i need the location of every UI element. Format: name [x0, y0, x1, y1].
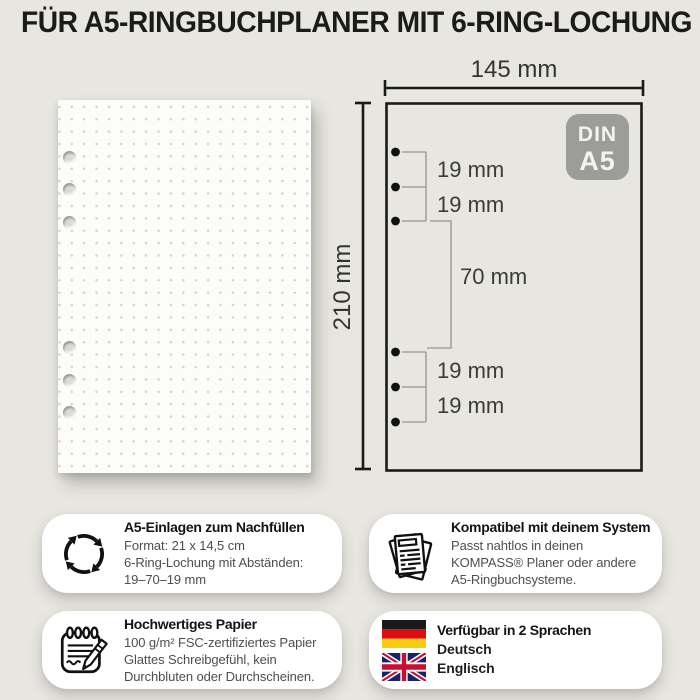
dotted-paper-sheet: [58, 100, 311, 473]
width-dimension-label: 145 mm: [470, 56, 558, 83]
feature-text: [124, 616, 332, 685]
feature-line: Deutsch: [437, 641, 492, 657]
feature-card-languages: [369, 611, 662, 689]
german-flag-icon: [382, 620, 426, 648]
feature-line: Passt nahtlos in deinen: [451, 538, 584, 553]
feature-line: Durchbluten oder Durchscheinen.: [124, 668, 315, 684]
feature-line: Format: 21 x 14,5 cm: [124, 538, 245, 553]
feature-title: Kompatibel mit deinem System: [451, 519, 651, 535]
punch-hole: [63, 406, 76, 419]
feature-text: [124, 519, 332, 588]
uk-flag-icon: [382, 653, 426, 681]
punch-hole: [63, 374, 76, 387]
punch-hole: [63, 183, 76, 196]
height-dimension-label: 210 mm: [329, 243, 356, 331]
hole-spacing-label: 19 mm: [437, 157, 505, 182]
feature-line: 100 g/m² FSC-zertifiziertes Papier: [124, 634, 317, 650]
punch-hole: [63, 216, 76, 229]
height-dimension-line: [355, 103, 371, 469]
language-flags: [381, 620, 427, 681]
feature-line: A5-Ringbuchsysteme.: [451, 572, 577, 587]
feature-line: KOMPASS® Planer oder andere: [451, 555, 637, 570]
din-a5-badge-line2: A5: [579, 146, 616, 176]
din-a5-badge: [566, 114, 629, 180]
feature-title: Hochwertiges Papier: [124, 615, 257, 632]
paper-stack-icon: [381, 525, 441, 583]
punch-hole-dots: [391, 148, 400, 427]
hole-spacing-label: 70 mm: [460, 264, 528, 289]
feature-title: Verfügbar in 2 Sprachen: [437, 622, 592, 638]
feature-line: 19–70–19 mm: [124, 572, 207, 587]
punch-hole: [63, 341, 76, 354]
feature-text: [437, 622, 652, 678]
hole-spacing-label: 19 mm: [437, 393, 505, 418]
feature-title: A5-Einlagen zum Nachfüllen: [124, 519, 305, 535]
feature-text: [451, 519, 652, 588]
feature-card-paper-quality: [42, 611, 342, 689]
din-a5-badge-line1: DIN: [577, 123, 618, 146]
feature-line: Englisch: [437, 660, 495, 676]
feature-line: 6-Ring-Lochung mit Abständen:: [124, 555, 304, 570]
feature-line: Glattes Schreibgefühl, kein: [124, 651, 277, 667]
hole-spacing-label: 19 mm: [437, 358, 505, 383]
hole-spacing-label: 19 mm: [437, 192, 505, 217]
feature-card-refill: [42, 514, 342, 593]
notepad-pencil-icon: [54, 621, 114, 679]
punch-hole: [63, 151, 76, 164]
recycle-arrows-icon: [54, 525, 114, 583]
page-title: FÜR A5-RINGBUCHPLANER MIT 6-RING-LOCHUNG: [21, 6, 693, 39]
feature-card-compatibility: [369, 514, 662, 593]
